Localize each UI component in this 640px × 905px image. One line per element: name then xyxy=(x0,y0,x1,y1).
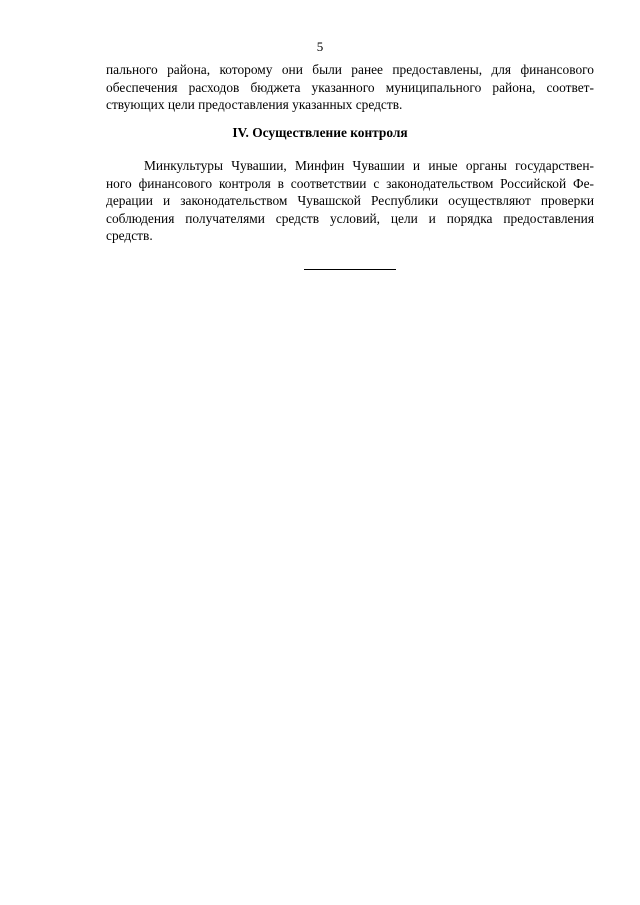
paragraph-line: Минкультуры Чувашии, Минфин Чувашии и иные органы государствен- xyxy=(144,158,594,173)
paragraph-line: дерации и законодательством Чувашской Республики осуществляют проверки xyxy=(106,193,594,209)
document-end-rule xyxy=(304,269,396,270)
continued-paragraph xyxy=(106,61,594,114)
paragraph-line: соблюдения получателями средств условий, цели и порядка предоставления xyxy=(106,210,594,226)
section-heading: IV. Осуществление контроля xyxy=(232,125,408,140)
paragraph-line: ного финансового контроля в соответствии с законодательством Российской Фе- xyxy=(106,175,594,191)
paragraph-line: обеспечения расходов бюджета указанного муниципального района, соответ- xyxy=(106,79,594,95)
page-number: 5 xyxy=(316,39,324,54)
paragraph-line: средств. xyxy=(106,228,153,244)
paragraph-line: пального района, которому они были ранее предоставлены, для финансового xyxy=(106,62,594,77)
paragraph-line: ствующих цели предоставления указанных средств. xyxy=(106,97,403,113)
control-paragraph xyxy=(106,157,594,245)
